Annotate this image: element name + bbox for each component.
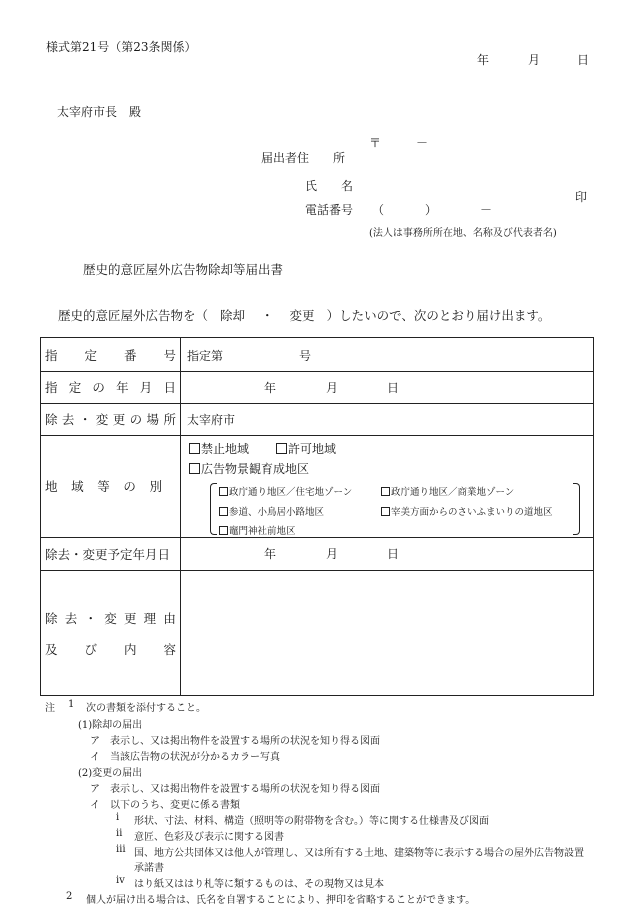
scheduled-date-label: 除去・変更予定年月日 xyxy=(45,547,171,562)
note-1b-ii-mark: イ xyxy=(90,800,100,811)
location-label: 除 去 ・ 変 更 の 場 所 xyxy=(45,412,176,427)
intro-suffix: ）したいので、次のとおり届け出ます。 xyxy=(326,308,551,323)
option-separator: ・ xyxy=(261,308,274,323)
sub-area-checkbox[interactable] xyxy=(219,507,228,516)
address-label: 届出者住 所 xyxy=(261,151,346,165)
scheduled-date-year: 年 xyxy=(264,547,277,561)
note-1a-heading: (1)除却の届出 xyxy=(78,720,143,731)
roman-2-text: 意匠、色彩及び表示に関する図書 xyxy=(134,832,284,843)
row-divider xyxy=(41,537,593,538)
area-permitted-option[interactable]: 許可地域 xyxy=(276,440,336,457)
row-divider xyxy=(41,570,593,571)
scheduled-date-month: 月 xyxy=(326,547,339,561)
note-1a-i: 表示し、又は掲出物件を設置する場所の状況を知り得る図面 xyxy=(110,736,380,747)
sub-area-checkbox[interactable] xyxy=(219,487,228,496)
phone-dash: － xyxy=(480,203,493,217)
note-1b-i: 表示し、又は掲出物件を設置する場所の状況を知り得る図面 xyxy=(110,784,380,795)
sub-area-checkbox[interactable] xyxy=(381,507,390,516)
roman-4-text: はり紙又ははり札等に類するものは、その現物又は見本 xyxy=(134,879,384,890)
intro-sentence xyxy=(58,306,550,324)
roman-3-continuation: 承諾書 xyxy=(134,863,164,874)
sub-area-checkbox[interactable] xyxy=(219,526,228,535)
note-1b-heading: (2)変更の届出 xyxy=(78,768,143,779)
designation-date-day: 日 xyxy=(387,381,400,395)
roman-3-mark: ⅲ xyxy=(116,844,126,855)
postal-dash: － xyxy=(416,136,429,150)
designation-number-label: 指 定 番 号 xyxy=(45,347,176,363)
option-change: 変更 xyxy=(289,308,315,323)
area-prohibited-checkbox[interactable] xyxy=(189,443,200,454)
location-value: 太宰府市 xyxy=(187,413,236,427)
roman-1-text: 形状、寸法、材料、構造（照明等の附帯物を含む。）等に関する仕様書及び図面 xyxy=(134,816,489,827)
corp-note: (法人は事務所所在地、名称及び代表者名) xyxy=(369,228,557,239)
area-prohibited-option[interactable]: 禁止地域 xyxy=(189,440,249,457)
note-1-text: 次の書類を添付すること。 xyxy=(86,703,206,714)
addressee: 太宰府市長 殿 xyxy=(57,105,142,119)
name-label: 氏 名 xyxy=(305,179,354,193)
note-2-number: 2 xyxy=(66,891,73,902)
roman-2-mark: ⅱ xyxy=(116,828,123,839)
sub-area-option[interactable]: 宰美方面からのさいふまいりの道地区 xyxy=(381,504,553,518)
sub-area-option[interactable]: 参道、小鳥居小路地区 xyxy=(219,504,324,518)
designation-date-year: 年 xyxy=(264,381,277,395)
sub-area-option[interactable]: 竈門神社前地区 xyxy=(219,523,296,537)
date-year-label: 年 xyxy=(477,53,490,67)
designation-date-month: 月 xyxy=(326,381,339,395)
area-landscape-checkbox[interactable] xyxy=(189,463,200,474)
note-1a-ii-mark: イ xyxy=(90,752,100,763)
note-1b-ii: 以下のうち、変更に係る書類 xyxy=(110,800,240,811)
sub-area-option[interactable]: 政庁通り地区／商業地ゾーン xyxy=(381,484,514,498)
note-1a-ii: 当該広告物の状況が分かるカラー写真 xyxy=(110,752,280,763)
intro-prefix: 歴史的意匠屋外広告物を（ xyxy=(58,308,209,323)
note-2-text: 個人が届け出る場合は、氏名を自署することにより、押印を省略することができます。 xyxy=(86,895,476,906)
note-1a-i-mark: ア xyxy=(90,736,100,747)
phone-paren-open: （ xyxy=(372,203,385,217)
note-1-number: 1 xyxy=(68,699,75,710)
option-remove: 除却 xyxy=(220,308,246,323)
form-number: 様式第21号（第23条関係） xyxy=(46,40,197,54)
note-1b-i-mark: ア xyxy=(90,784,100,795)
notification-table xyxy=(40,337,594,696)
phone-paren-close: ） xyxy=(425,203,438,217)
sub-area-bracket-left xyxy=(210,483,217,535)
sub-area-bracket-right xyxy=(573,483,580,535)
designation-prefix: 指定第 xyxy=(187,349,224,363)
roman-3-text: 国、地方公共団体又は他人が管理し、又は所有する土地、建築物等に表示する場合の屋外広告物設置 xyxy=(134,848,584,859)
note-mark: 注 xyxy=(45,703,55,714)
scheduled-date-day: 日 xyxy=(387,547,400,561)
sub-area-option[interactable]: 政庁通り地区／住宅地ゾーン xyxy=(219,484,352,498)
designation-number-cell xyxy=(187,347,311,364)
area-permitted-checkbox[interactable] xyxy=(276,443,287,454)
designation-date-label: 指 定 の 年 月 日 xyxy=(45,380,176,395)
date-month-label: 月 xyxy=(528,53,541,67)
phone-label: 電話番号 xyxy=(305,203,354,217)
area-label: 地 域 等 の 別 xyxy=(45,479,162,494)
roman-1-mark: ⅰ xyxy=(116,812,120,823)
sub-area-checkbox[interactable] xyxy=(381,487,390,496)
seal-mark: 印 xyxy=(575,190,588,204)
roman-4-mark: ⅳ xyxy=(116,875,125,886)
table-column-divider xyxy=(180,338,181,695)
date-day-label: 日 xyxy=(577,53,590,67)
reason-label-line2: 及 び 内 容 xyxy=(45,642,176,657)
postal-mark: 〒 xyxy=(369,136,382,150)
designation-suffix: 号 xyxy=(299,349,312,363)
form-title: 歴史的意匠屋外広告物除却等届出書 xyxy=(83,262,284,277)
area-landscape-option[interactable]: 広告物景観育成地区 xyxy=(189,460,309,477)
reason-label-line1: 除 去 ・ 変 更 理 由 xyxy=(45,611,176,626)
